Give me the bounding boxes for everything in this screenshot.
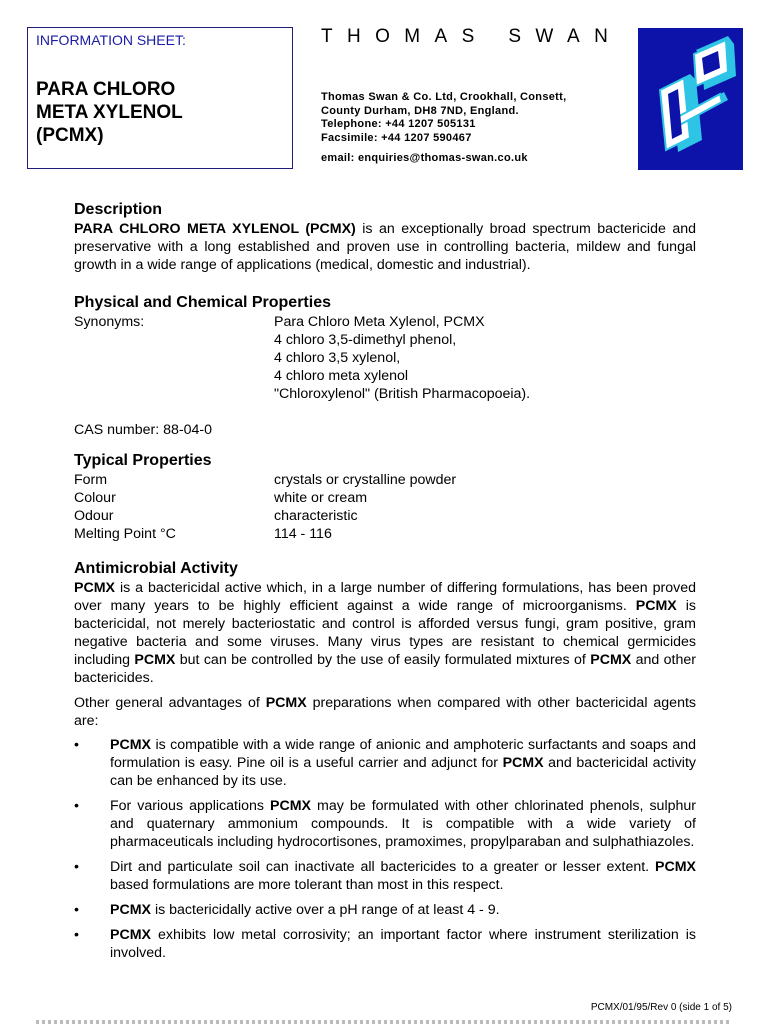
synonym-item: "Chloroxylenol" (British Pharmacopoeia). [274,386,531,402]
section-heading-description: Description [74,201,163,218]
section-heading-antimicrobial: Antimicrobial Activity [74,560,238,577]
list-item [74,736,696,790]
synonyms-row [74,313,696,403]
pcmx-bold: PCMX [270,798,312,814]
bullet-icon: • [74,798,79,814]
property-value: 114 - 116 [274,526,332,542]
synonym-item: 4 chloro meta xylenol [274,368,409,384]
company-address [321,91,566,145]
typical-properties-table [74,471,696,543]
pcmx-bold: PCMX [590,652,632,668]
facsimile: Facsimile: +44 1207 590467 [321,131,472,144]
info-sheet-label: INFORMATION SHEET: [36,32,186,48]
info-sheet-box [27,27,293,169]
property-row [74,525,696,543]
company-logo [638,28,743,170]
bullet-text: based formulations are more tolerant than most in this respect. [110,877,504,893]
list-item [74,858,696,894]
antimicrobial-text: is a bactericidal active which, in a large number of differing formulations, has been proved over many years to be highly efficient against a wide range of microorganisms. [74,580,696,614]
pcmx-bold: PCMX [110,737,151,753]
company-name: THOMAS SWAN [321,26,623,47]
property-value: white or cream [274,490,368,506]
synonyms-label: Synonyms: [74,314,145,330]
advantages-text: preparations when compared with other bactericidal agents are: [74,695,696,729]
bullet-text: may be formulated with other chlorinated phenols, sulphur and quaternary ammonium compounds. It is compatible with a wide variety of pharmaceuticals including hydrocortisones, pramoximes, propylparaban and sulphathiazoles. [110,798,696,850]
property-name: Odour [74,508,114,524]
advantages-intro [74,694,696,730]
document-reference: PCMX/01/95/Rev 0 (side 1 of 5) [590,1002,732,1013]
synonym-item: 4 chloro 3,5 xylenol, [274,350,401,366]
property-row [74,507,696,525]
pcmx-bold: PCMX [265,695,307,711]
property-value: crystals or crystalline powder [274,472,457,488]
product-name-bold: PARA CHLORO META XYLENOL (PCMX) [74,221,356,237]
antimicrobial-paragraph [74,579,696,687]
product-title-line: META XYLENOL [36,102,183,123]
property-name: Colour [74,490,116,506]
antimicrobial-text: and other bactericides. [74,652,696,686]
product-title [36,78,183,147]
pcmx-bold: PCMX [110,927,151,943]
product-title-line: PARA CHLORO [36,79,176,100]
description-paragraph [74,220,696,274]
document-body [74,200,696,962]
pcmx-bold: PCMX [655,859,696,875]
synonyms-list [274,313,530,403]
pcmx-bold: PCMX [134,652,176,668]
bullet-text: For various applications [110,798,271,814]
bullet-icon: • [74,859,79,875]
advantages-list [74,736,696,962]
product-title-line: (PCMX) [36,125,104,146]
pcmx-bold: PCMX [74,580,115,596]
property-row [74,471,696,489]
list-item [74,901,696,919]
bullet-text: is compatible with a wide range of anionic and amphoteric surfactants and soaps and formulation is easy. Pine oil is a useful carrier and adjunct for [110,737,696,771]
address-line: County Durham, DH8 7ND, England. [321,104,519,117]
bullet-icon: • [74,927,79,943]
company-email: email: enquiries@thomas-swan.co.uk [321,152,528,164]
synonym-item: 4 chloro 3,5-dimethyl phenol, [274,332,457,348]
bullet-text: exhibits low metal corrosivity; an important factor where instrument sterilization is involved. [110,927,696,961]
list-item [74,926,696,962]
antimicrobial-text: but can be controlled by the use of easily formulated mixtures of [175,652,591,668]
property-row [74,489,696,507]
bullet-text: is bactericidally active over a pH range of at least 4 - 9. [151,902,500,918]
telephone: Telephone: +44 1207 505131 [321,118,476,130]
address-line: Thomas Swan & Co. Ltd, Crookhall, Consett, [321,91,567,103]
bullet-icon: • [74,902,79,918]
property-name: Melting Point °C [74,526,176,542]
advantages-text: Other general advantages of [74,695,266,711]
synonym-item: Para Chloro Meta Xylenol, PCMX [274,314,485,330]
cas-number: CAS number: 88-04-0 [74,422,213,438]
section-heading-physical: Physical and Chemical Properties [74,294,331,311]
property-name: Form [74,472,108,488]
pcmx-bold: PCMX [635,598,677,614]
antimicrobial-text: is bactericidal, not merely bacteriostatic and control is afforded versus fungi, gram positive, gram negative bacteria and some viruses. Many virus types are resistant to chemical germicides including [74,598,696,668]
page-bottom-edge [36,1020,732,1024]
list-item [74,797,696,851]
bullet-text: Dirt and particulate soil can inactivate all bactericides to a greater or lesser extent. [110,859,655,875]
pcmx-bold: PCMX [502,755,544,771]
bullet-text: and bactericidal activity can be enhanced by its use. [110,755,696,789]
description-text: is an exceptionally broad spectrum bactericide and preservative with a long established and proven use in controlling bacteria, mildew and fungal growth in a wide range of applications (medical, domestic and industrial). [74,221,696,273]
section-heading-typical: Typical Properties [74,452,212,469]
bullet-icon: • [74,737,79,753]
pcmx-bold: PCMX [110,902,151,918]
property-value: characteristic [274,508,358,524]
